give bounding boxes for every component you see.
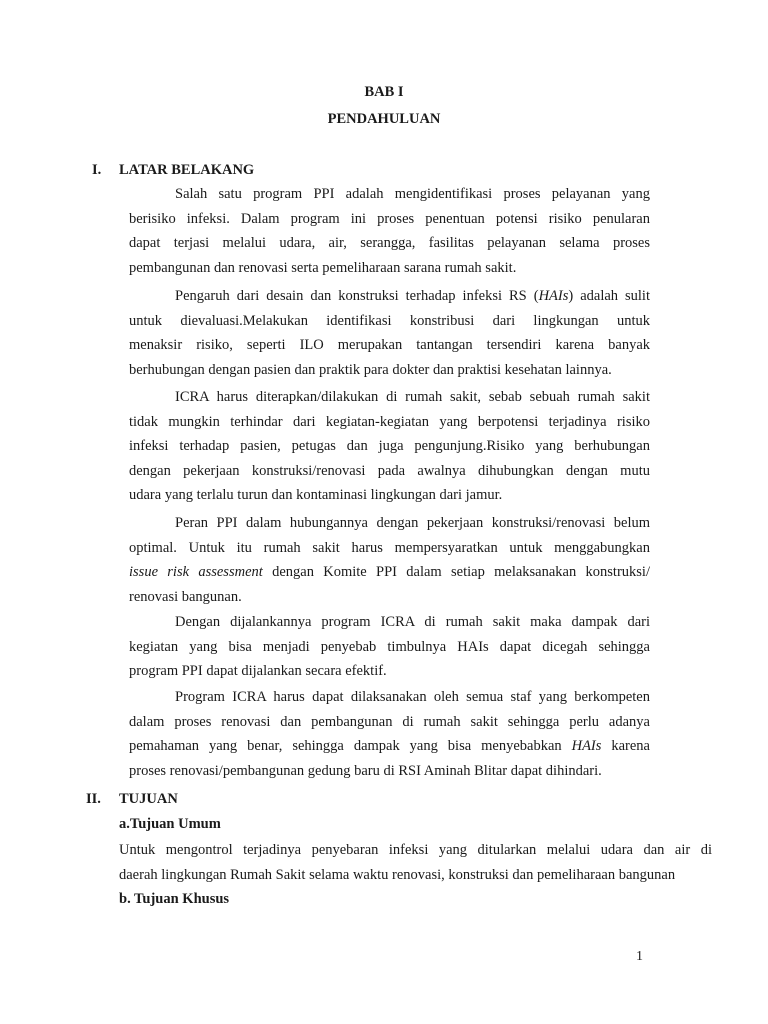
- paragraph-6: [129, 685, 650, 783]
- italic-term: HAIs: [538, 288, 569, 304]
- text-run: karena: [601, 738, 650, 754]
- italic-term: issue risk assessment: [129, 564, 263, 580]
- paragraph-line: dapat terjasi melalui udara, air, serangga, fasilitas pelayanan selama proses: [129, 235, 650, 251]
- paragraph-line: udara yang terlalu turun dan kontaminasi lingkungan dari jamur.: [129, 487, 503, 503]
- paragraph-line: infeksi terhadap pasien, petugas dan juga pengunjung.Risiko yang berhubungan: [129, 438, 650, 454]
- paragraph-line: dalam proses renovasi dan pembangunan di rumah sakit sehingga perlu adanya: [129, 713, 650, 730]
- paragraph-line: optimal. Untuk itu rumah sakit harus mempersyaratkan untuk menggabungkan: [129, 539, 650, 556]
- subsection-heading: b. Tujuan Khusus: [119, 891, 230, 907]
- paragraph-line: kegiatan yang bisa menjadi penyebab timbulnya HAIs dapat dicegah sehingga: [129, 638, 650, 655]
- section-heading: TUJUAN: [119, 791, 178, 807]
- paragraph-line: pembangunan dan renovasi serta pemeliharaan sarana rumah sakit.: [129, 259, 517, 276]
- paragraph-line: Peran PPI dalam hubungannya dengan pekerjaan konstruksi/renovasi belum: [175, 515, 650, 531]
- paragraph-1: [129, 182, 650, 280]
- paragraph-line: Salah satu program PPI adalah mengidentifikasi proses pelayanan yang: [175, 186, 650, 202]
- section-number: II.: [86, 791, 101, 807]
- subsection-heading: a.Tujuan Umum: [119, 816, 221, 832]
- paragraph-line: dengan pekerjaan konstruksi/renovasi pada awalnya dihubungkan dengan mutu: [129, 462, 650, 479]
- text-run: ) adalah sulit: [568, 288, 650, 304]
- paragraph-line: renovasi bangunan.: [129, 588, 242, 605]
- paragraph-line: daerah lingkungan Rumah Sakit selama waktu renovasi, konstruksi dan pemeliharaan bangunan: [119, 867, 676, 883]
- paragraph-4: [129, 511, 650, 609]
- section-number: I.: [92, 162, 102, 178]
- goal-paragraph: [119, 838, 712, 888]
- paragraph-line: menaksir risiko, seperti ILO merupakan tantangan tersendiri karena banyak: [129, 337, 650, 353]
- paragraph-line: proses renovasi/pembangunan gedung baru di RSI Aminah Blitar dapat dihindari.: [129, 762, 602, 779]
- paragraph-3: [129, 385, 650, 508]
- italic-term: HAIs: [571, 738, 602, 754]
- paragraph-line: Untuk mengontrol terjadinya penyebaran infeksi yang ditularkan melalui udara dan air di: [119, 842, 712, 858]
- paragraph-line: ICRA harus diterapkan/dilakukan di rumah sakit, sebab sebuah rumah sakit: [175, 389, 650, 405]
- paragraph-2: [129, 284, 650, 382]
- chapter-label: BAB I: [364, 84, 404, 100]
- paragraph-line: berisiko infeksi. Dalam program ini proses penentuan potensi risiko penularan: [129, 210, 650, 227]
- text-run: Pengaruh dari desain dan konstruksi terhadap infeksi RS (: [175, 288, 539, 304]
- paragraph-line: Program ICRA harus dapat dilaksanakan oleh semua staf yang berkompeten: [175, 689, 650, 705]
- paragraph-line: [129, 560, 650, 585]
- section-heading: LATAR BELAKANG: [119, 162, 255, 178]
- text-run: dengan Komite PPI dalam setiap melaksanakan konstruksi/: [262, 564, 650, 580]
- text-run: pemahaman yang benar, sehingga dampak yang bisa menyebabkan: [129, 738, 572, 754]
- page-number: 1: [636, 949, 643, 964]
- paragraph-line: [129, 284, 650, 309]
- chapter-title: PENDAHULUAN: [327, 111, 441, 127]
- paragraph-line: Dengan dijalankannya program ICRA di rumah sakit maka dampak dari: [175, 614, 650, 630]
- paragraph-line: [129, 734, 650, 759]
- paragraph-5: [129, 610, 650, 684]
- paragraph-line: tidak mungkin terhindar dari kegiatan-kegiatan yang berpotensi terjadinya risiko: [129, 413, 650, 430]
- paragraph-line: berhubungan dengan pasien dan praktik para dokter dan praktisi kesehatan lainnya.: [129, 361, 612, 378]
- paragraph-line: untuk dievaluasi.Melakukan identifikasi konstribusi dari lingkungan untuk: [129, 312, 650, 329]
- paragraph-line: program PPI dapat dijalankan secara efektif.: [129, 663, 387, 679]
